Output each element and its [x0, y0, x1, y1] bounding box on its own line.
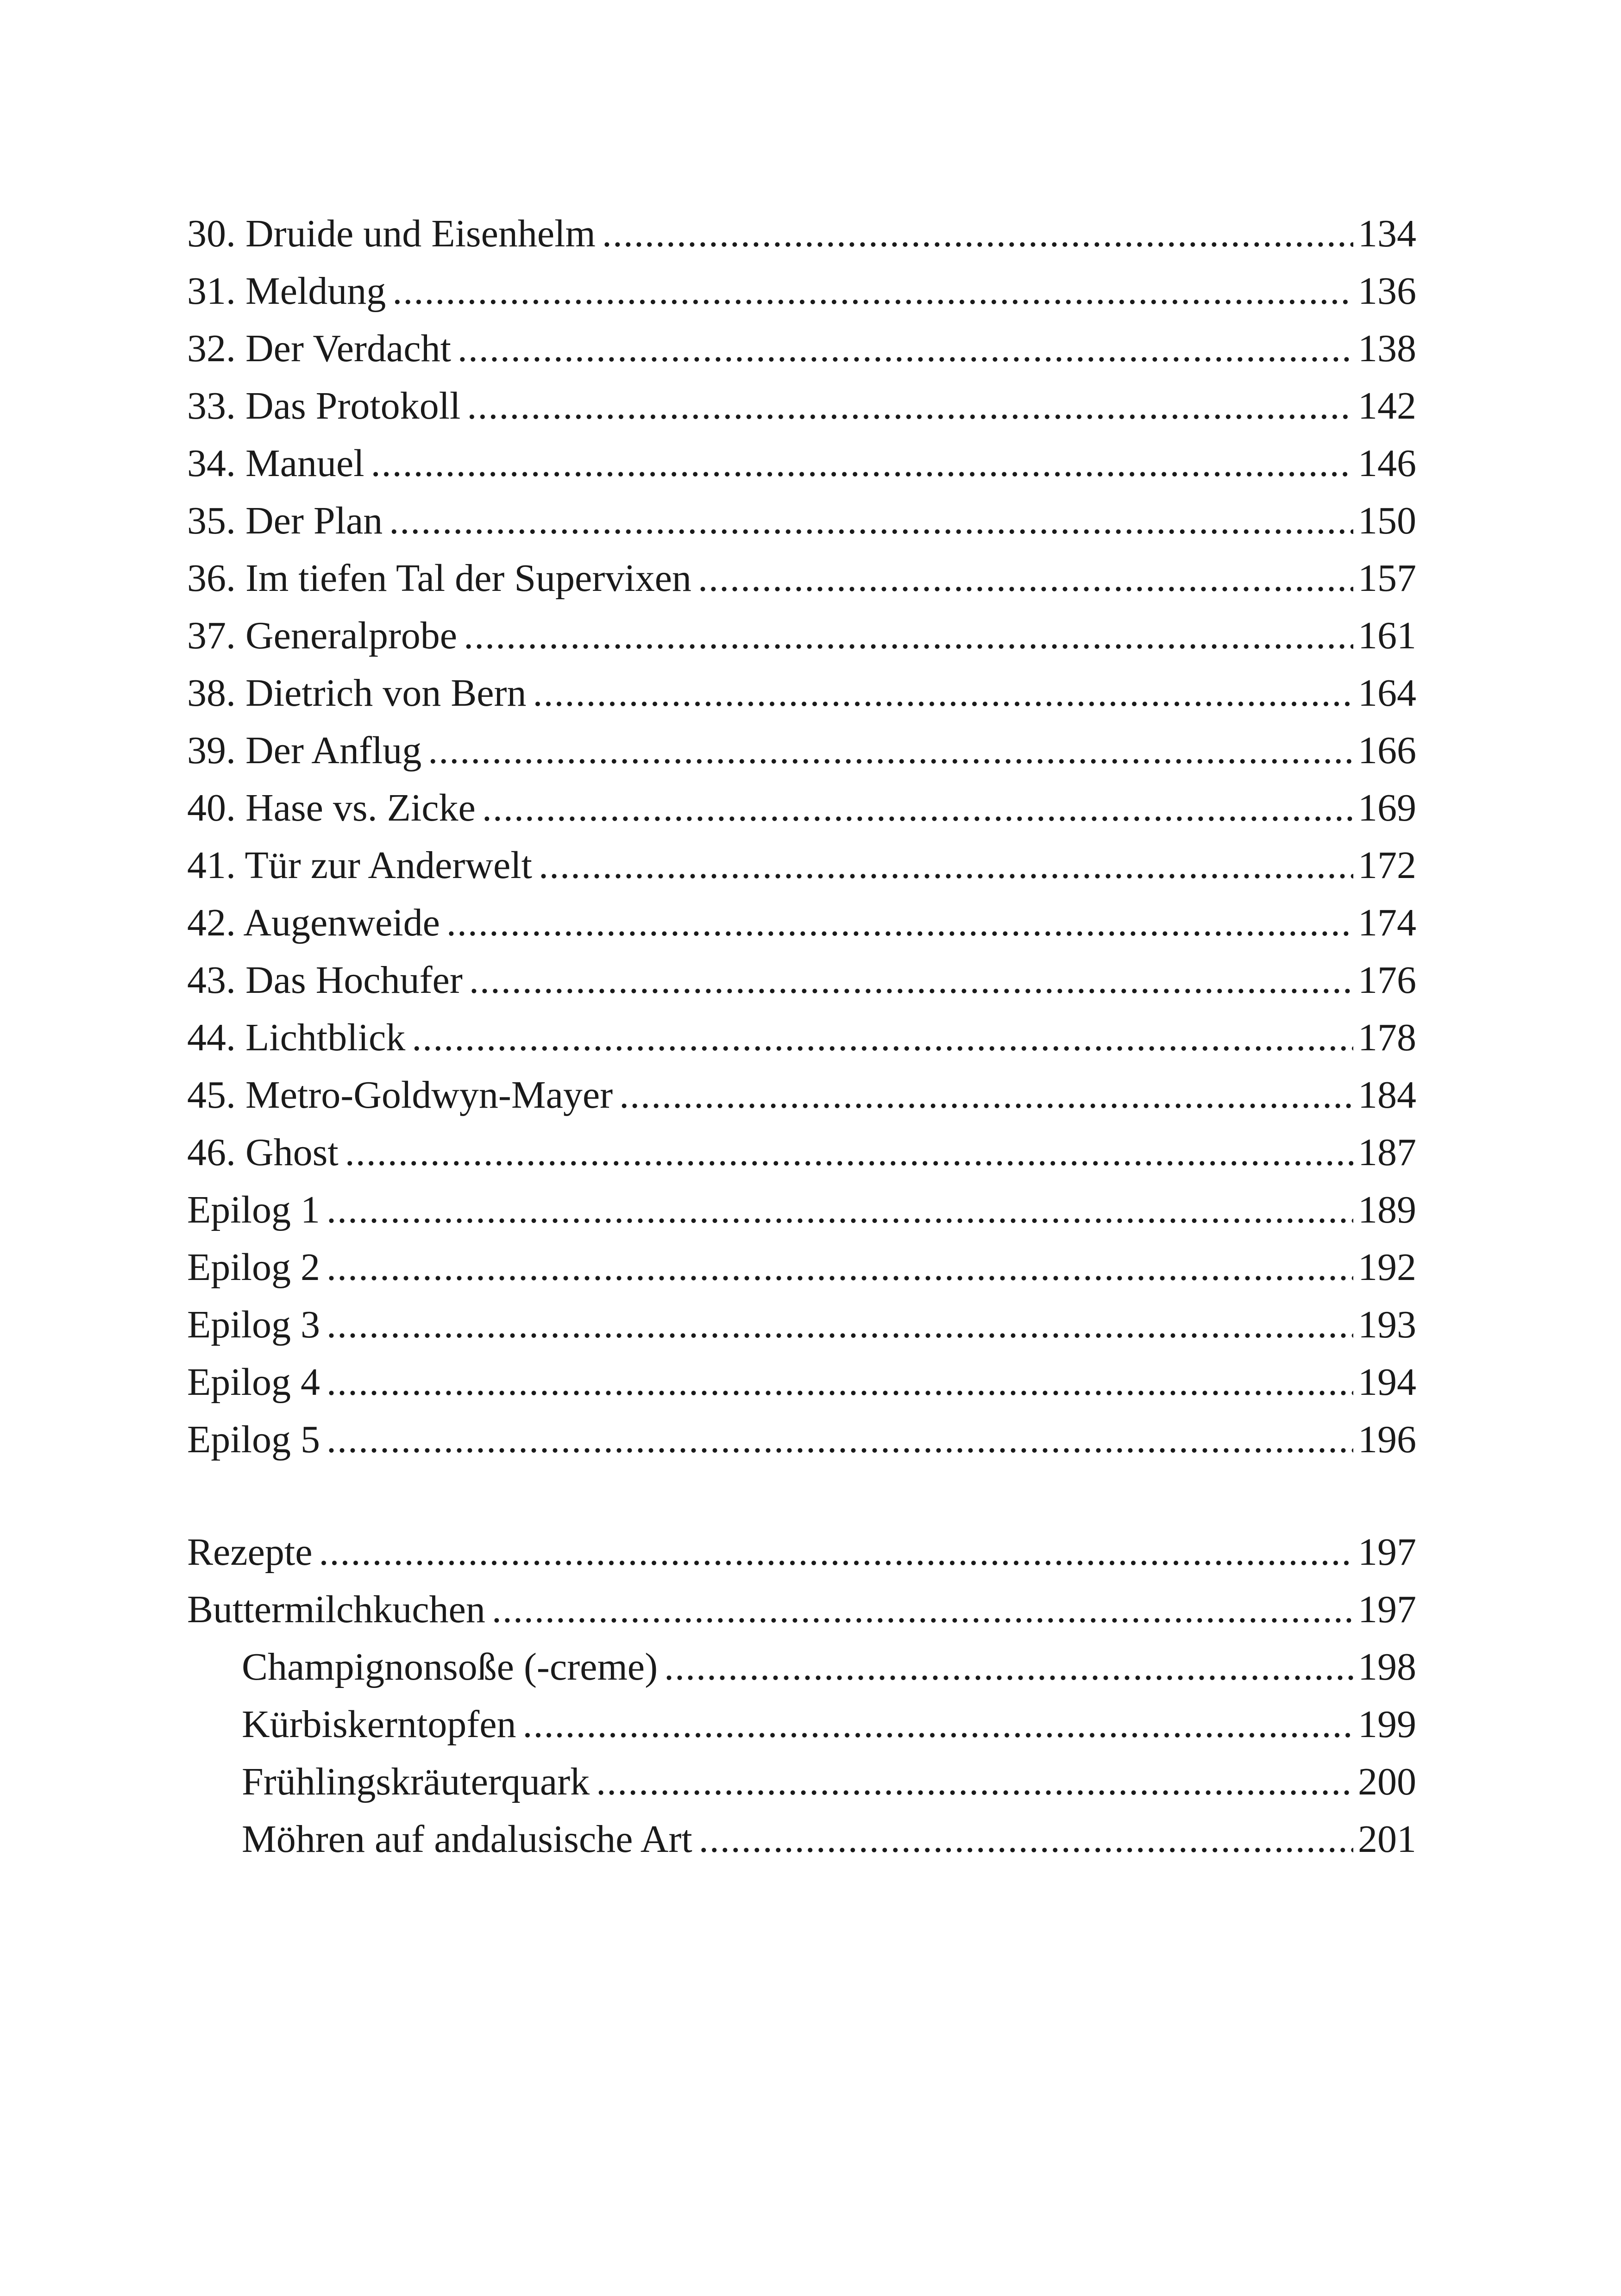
entry-page-number: 138 [1358, 327, 1416, 370]
dot-leader [664, 1638, 1353, 1696]
chapter-list [187, 205, 1416, 1468]
chapter-entry [187, 550, 1416, 607]
entry-title: Möhren auf andalusische Art [242, 1818, 692, 1861]
entry-page-number: 161 [1358, 614, 1416, 657]
entry-title: 41. Tür zur Anderwelt [187, 844, 532, 887]
chapter-entry [187, 377, 1416, 435]
entry-title: Epilog 2 [187, 1246, 320, 1289]
dot-leader [392, 263, 1353, 320]
dot-leader [533, 665, 1354, 722]
dot-leader [492, 1581, 1353, 1638]
entry-page-number: 197 [1358, 1531, 1416, 1574]
entry-title: 33. Das Protokoll [187, 384, 461, 427]
dot-leader [619, 1066, 1353, 1124]
dot-leader [458, 320, 1353, 377]
chapter-entry [187, 1296, 1416, 1354]
dot-leader [482, 779, 1353, 837]
entry-page-number: 199 [1358, 1703, 1416, 1746]
dot-leader [699, 1811, 1353, 1868]
entry-title: 37. Generalprobe [187, 614, 458, 657]
entry-title: Kürbiskerntopfen [242, 1703, 516, 1746]
entry-title: 46. Ghost [187, 1131, 339, 1174]
dot-leader [345, 1124, 1353, 1181]
chapter-entry [187, 435, 1416, 492]
entry-page-number: 142 [1358, 384, 1416, 427]
dot-leader [327, 1411, 1353, 1468]
chapter-entry [187, 952, 1416, 1009]
dot-leader [389, 492, 1353, 550]
dot-leader [327, 1239, 1353, 1296]
dot-leader [446, 894, 1353, 952]
dot-leader [327, 1296, 1353, 1354]
entry-page-number: 157 [1358, 557, 1416, 600]
dot-leader [464, 607, 1353, 665]
chapter-entry [187, 722, 1416, 779]
chapter-entry [187, 607, 1416, 665]
entry-title: Buttermilchkuchen [187, 1588, 485, 1631]
entry-page-number: 200 [1358, 1760, 1416, 1803]
entry-title: 31. Meldung [187, 270, 386, 313]
dot-leader [327, 1181, 1353, 1239]
entry-title: Epilog 3 [187, 1303, 320, 1346]
chapter-entry [187, 1124, 1416, 1181]
dot-leader [412, 1009, 1353, 1066]
chapter-entry [187, 1411, 1416, 1468]
entry-title: Epilog 4 [187, 1361, 320, 1404]
dot-leader [602, 205, 1353, 263]
entry-title: Epilog 1 [187, 1188, 320, 1231]
chapter-entry [187, 1354, 1416, 1411]
entry-page-number: 193 [1358, 1303, 1416, 1346]
entry-page-number: 174 [1358, 901, 1416, 944]
entry-title: Champignonsoße (-creme) [242, 1645, 658, 1688]
chapter-entry [187, 1181, 1416, 1239]
entry-page-number: 176 [1358, 959, 1416, 1002]
entry-title: 36. Im tiefen Tal der Supervixen [187, 557, 691, 600]
chapter-entry [187, 837, 1416, 894]
entry-page-number: 189 [1358, 1188, 1416, 1231]
chapter-entry [187, 894, 1416, 952]
entry-page-number: 196 [1358, 1418, 1416, 1461]
entry-page-number: 166 [1358, 729, 1416, 772]
entry-title: Rezepte [187, 1531, 313, 1574]
entry-title: 44. Lichtblick [187, 1016, 406, 1059]
entry-page-number: 187 [1358, 1131, 1416, 1174]
recipe-entry [187, 1581, 1416, 1638]
recipe-entry [187, 1638, 1416, 1696]
entry-title: Frühlingskräuterquark [242, 1760, 590, 1803]
dot-leader [428, 722, 1353, 779]
chapter-entry [187, 205, 1416, 263]
entry-title: Epilog 5 [187, 1418, 320, 1461]
entry-page-number: 192 [1358, 1246, 1416, 1289]
entry-title: 45. Metro-Goldwyn-Mayer [187, 1073, 613, 1117]
dot-leader [523, 1696, 1353, 1753]
recipe-entry [187, 1696, 1416, 1753]
entry-page-number: 136 [1358, 270, 1416, 313]
dot-leader [467, 377, 1353, 435]
chapter-entry [187, 1009, 1416, 1066]
entry-page-number: 134 [1358, 212, 1416, 255]
entry-page-number: 172 [1358, 844, 1416, 887]
recipe-list [187, 1524, 1416, 1868]
entry-page-number: 164 [1358, 671, 1416, 715]
dot-leader [319, 1524, 1354, 1581]
entry-title: 42. Augenweide [187, 901, 440, 944]
entry-title: 35. Der Plan [187, 499, 383, 542]
dot-leader [539, 837, 1353, 894]
recipe-entry [187, 1811, 1416, 1868]
chapter-entry [187, 665, 1416, 722]
chapter-entry [187, 779, 1416, 837]
chapter-entry [187, 492, 1416, 550]
entry-title: 34. Manuel [187, 442, 364, 485]
entry-title: 43. Das Hochufer [187, 959, 463, 1002]
entry-page-number: 198 [1358, 1645, 1416, 1688]
entry-page-number: 197 [1358, 1588, 1416, 1631]
chapter-entry [187, 263, 1416, 320]
dot-leader [327, 1354, 1353, 1411]
dot-leader [698, 550, 1353, 607]
entry-title: 30. Druide und Eisenhelm [187, 212, 596, 255]
recipe-entry [187, 1524, 1416, 1581]
entry-page-number: 150 [1358, 499, 1416, 542]
dot-leader [596, 1753, 1353, 1811]
recipe-entry [187, 1753, 1416, 1811]
entry-page-number: 178 [1358, 1016, 1416, 1059]
entry-page-number: 201 [1358, 1818, 1416, 1861]
entry-page-number: 169 [1358, 786, 1416, 829]
entry-page-number: 146 [1358, 442, 1416, 485]
entry-title: 32. Der Verdacht [187, 327, 451, 370]
entry-title: 39. Der Anflug [187, 729, 422, 772]
chapter-entry [187, 1066, 1416, 1124]
entry-page-number: 194 [1358, 1361, 1416, 1404]
entry-title: 40. Hase vs. Zicke [187, 786, 476, 829]
entry-page-number: 184 [1358, 1073, 1416, 1117]
chapter-entry [187, 320, 1416, 377]
entry-title: 38. Dietrich von Bern [187, 671, 527, 715]
chapter-entry [187, 1239, 1416, 1296]
dot-leader [469, 952, 1353, 1009]
dot-leader [371, 435, 1353, 492]
